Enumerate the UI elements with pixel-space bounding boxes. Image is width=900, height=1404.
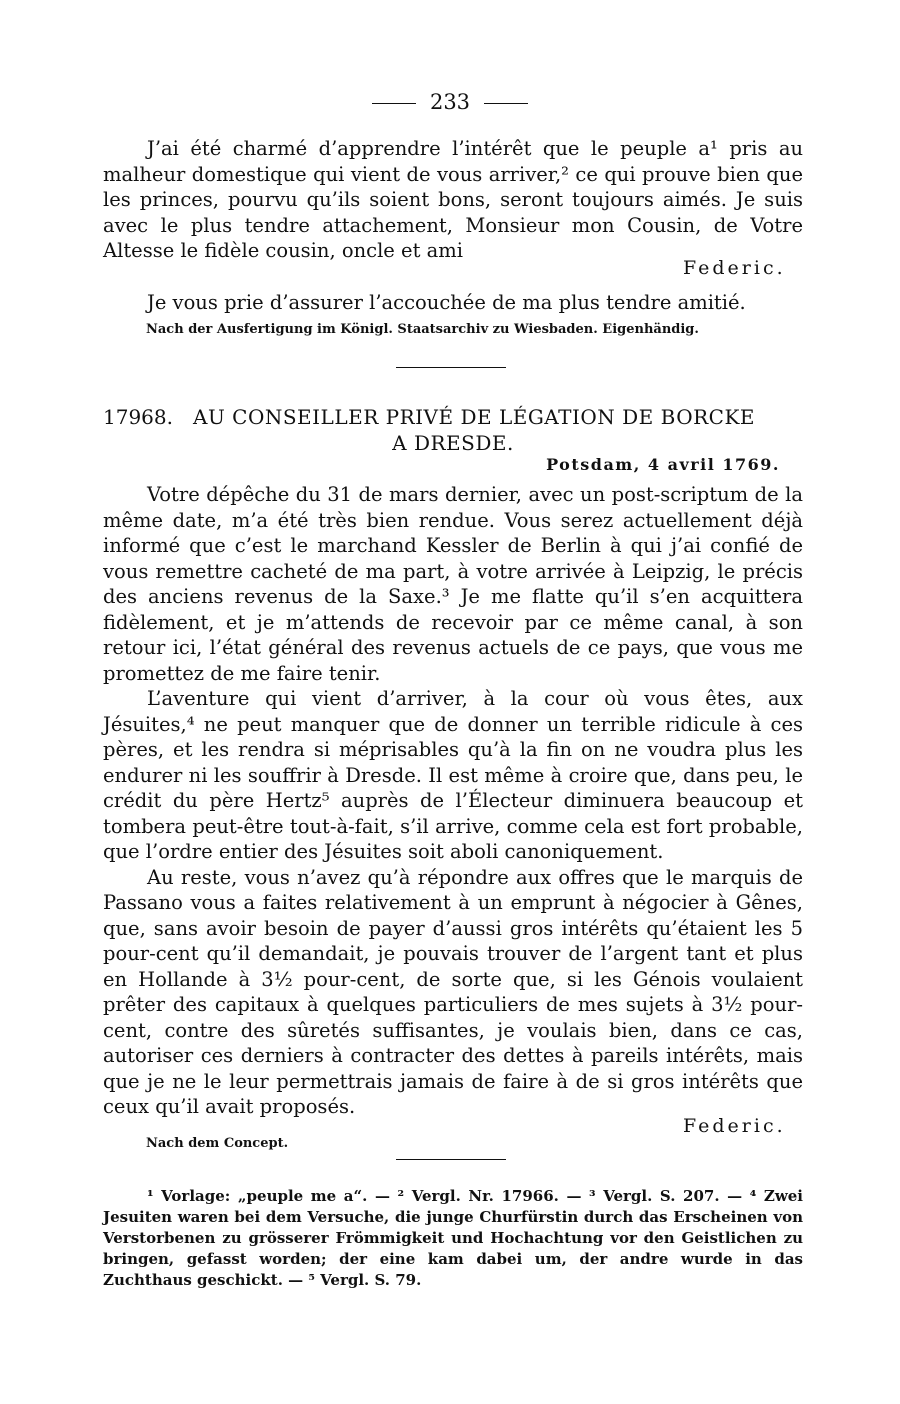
letter1-postscript: Je vous prie d’assurer l’accouchée de ma plus tendre amitié. <box>147 291 746 314</box>
footnote-divider <box>396 1159 506 1160</box>
page-number-dash-left <box>372 103 416 104</box>
page-number-dash-right <box>484 103 528 104</box>
letter1-postscript-block <box>103 290 803 316</box>
page-number <box>0 90 900 114</box>
letter2-number: 17968. <box>103 405 173 429</box>
section-divider <box>396 367 506 368</box>
letter2-source-note: Nach dem Concept. <box>146 1136 289 1151</box>
letter2-place-date: Potsdam, 4 avril 1769. <box>546 455 780 474</box>
letter2-title-line2: A DRESDE. <box>392 431 514 455</box>
letter1-signature: Federic. <box>683 257 786 279</box>
letter2-signature: Federic. <box>683 1115 786 1137</box>
letter2-title-line1: AU CONSEILLER PRIVÉ DE LÉGATION DE BORCKE <box>193 405 756 429</box>
letter1-paragraph: J’ai été charmé d’apprendre l’intérêt que le peuple a¹ pris au malheur domestique qui vient de vous arriver,² ce qui prouve bien que les princes, pourvu qu’ils soient bons, seront toujours aimés. Je suis avec le plus tendre attachement, Monsieur mon Cousin, de Votre Altesse le fidèle cousin, oncle et ami <box>103 137 803 262</box>
footnotes: ¹ Vorlage: „peuple me a“. — ² Vergl. Nr. 17966. — ³ Vergl. S. 207. — ⁴ Zwei Jesuiten waren bei dem Versuche, die junge Churfürstin durch das Erscheinen von Verstorbenen zu grösserer Frömmigkeit und Hochachtung vor den Geistlichen zu bringen, gefasst worden; der eine kam dabei um, der andre wurde in das Zuchthaus geschickt. — ⁵ Vergl. S. 79. <box>103 1187 803 1289</box>
letter1-source-note: Nach der Ausfertigung im Königl. Staatsarchiv zu Wiesbaden. Eigenhändig. <box>146 322 699 337</box>
letter2-body <box>103 482 803 1120</box>
letter2-paragraph-1: Votre dépêche du 31 de mars dernier, avec un post-scriptum de la même date, m’a été très bien rendue. Vous serez actuellement déjà informé que c’est le marchand Kessler de Berlin à qui j’ai confié de vous remettre cacheté de ma part, à votre arrivée à Leipzig, le précis des anciens revenus de la Saxe.³ Je me flatte qu’il s’en acquittera fidèlement, et je m’attends de recevoir par ce même canal, à son retour ici, l’état général des revenus actuels de ce pays, que vous me promettez de me faire tenir. <box>103 483 803 685</box>
letter1-body <box>103 136 803 264</box>
letter2-paragraph-2: L’aventure qui vient d’arriver, à la cour où vous êtes, aux Jésuites,⁴ ne peut manquer que de donner un terrible ridicule à ces pères, et les rendra si méprisables qu’à la fin on ne voudra plus les endurer ni les souffrir à Dresde. Il est même à croire que, dans peu, le crédit du père Hertz⁵ auprès de l’Électeur diminuera beaucoup et tombera peut-être tout-à-fait, s’il arrive, comme cela est fort probable, que l’ordre entier des Jésuites soit aboli canoniquement. <box>103 687 803 863</box>
letter2-paragraph-3: Au reste, vous n’avez qu’à répondre aux offres que le marquis de Passano vous a faites relativement à un emprunt à négocier à Gênes, que, sans avoir besoin de payer d’aussi gros intérêts qu’étaient les 5 pour-cent qu’il demandait, je pouvais trouver de l’argent tant et plus en Hollande à 3½ pour-cent, de sorte que, si les Génois voulaient prêter des capitaux à quelques particuliers de mes sujets à 3½ pour-cent, contre des sûretés suffisantes, je voulais bien, dans ce cas, autoriser ces derniers à contracter des dettes à pareils intérêts, mais que je ne le leur permettrais jamais de faire à de si gros intérêts que ceux qu’il avait proposés. <box>103 865 803 1118</box>
page-number-text: 233 <box>429 90 471 114</box>
